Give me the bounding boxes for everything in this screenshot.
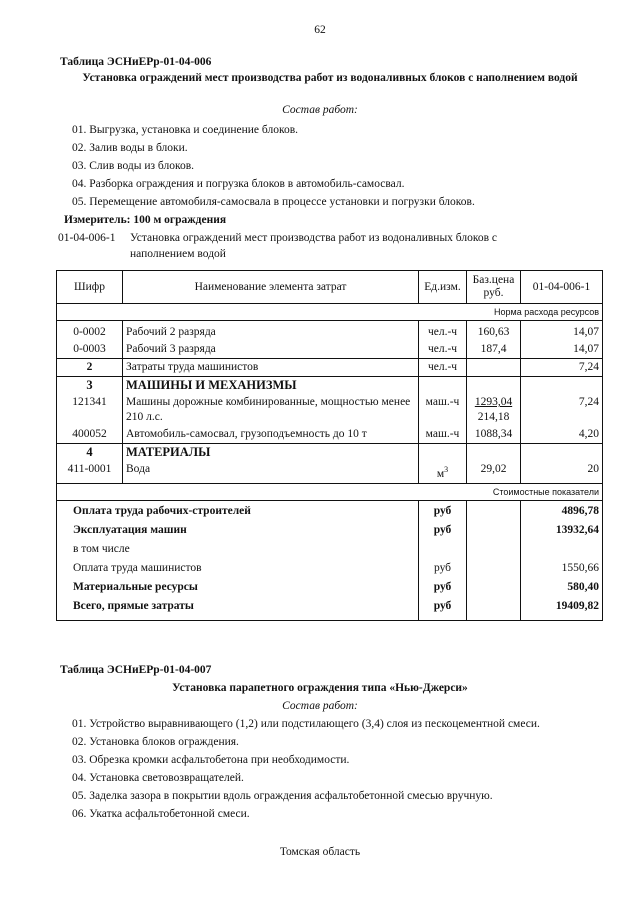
cost-row: Оплата труда рабочих-строителей руб 4896,78 [57, 500, 603, 520]
table1-step-3: 03. Слив воды из блоков. [72, 160, 195, 172]
table-row: 411-0001 Вода $м^3$ 29,02 20 [57, 461, 603, 483]
table2-step-2: 02. Установка блоков ограждения. [72, 736, 239, 748]
table-row: 0-0002 Рабочий 2 разряда чел.-ч 160,63 14,07 [57, 321, 603, 342]
table-header-row [57, 271, 603, 304]
header-name: Наименование элемента затрат [123, 271, 419, 304]
section-row: 4 МАТЕРИАЛЫ [57, 444, 603, 462]
table2-step-4: 04. Установка световозвращателей. [72, 772, 244, 784]
machine-price-labor: 214,18 [477, 411, 510, 423]
machine-price: 1293,04 [474, 396, 513, 408]
table1-title: Установка ограждений мест производства работ из водоналивных блоков с наполнением водой [82, 72, 578, 84]
table2-step-5: 05. Заделка зазора в покрытии вдоль ограждения асфальтобетонной смесью вручную. [72, 790, 493, 802]
section-row: 3 МАШИНЫ И МЕХАНИЗМЫ [57, 377, 603, 395]
table2-title: Установка парапетного ограждения типа «Нью-Джерси» [172, 682, 468, 694]
cost-row: в том числе [57, 539, 603, 558]
cost-note-row [57, 483, 603, 500]
cost-row: Всего, прямые затраты руб 19409,82 [57, 596, 603, 621]
table-row: 121341 Машины дорожные комбинированные, мощностью менее 210 л.с. маш.-ч 1293,04 214,18 7,24 [57, 394, 603, 426]
cost-row: Оплата труда машинистов руб 1550,66 [57, 558, 603, 577]
cost-row: Материальные ресурсы руб 580,40 [57, 577, 603, 596]
table1-item-code: 01-04-006-1 [58, 232, 116, 244]
resource-table [56, 270, 603, 621]
table2-composition-label: Состав работ: [282, 700, 358, 712]
table1-composition-label: Состав работ: [282, 104, 358, 116]
table1-step-4: 04. Разборка ограждения и погрузка блоков в автомобиль-самосвал. [72, 178, 405, 190]
table-row: 400052 Автомобиль-самосвал, грузоподъемность до 10 т маш.-ч 1088,34 4,20 [57, 426, 603, 444]
header-code: Шифр [57, 271, 123, 304]
norm-note-row [57, 304, 603, 321]
table1-step-5: 05. Перемещение автомобиля-самосвала в процессе установки и погрузки блоков. [72, 196, 475, 208]
table1-item-name-line2: наполнением водой [130, 248, 226, 260]
norm-note: Норма расхода ресурсов [57, 304, 603, 321]
table1-code-title: Таблица ЭСНиЕРр-01-04-006 [60, 56, 212, 68]
table1-item-name-line1: Установка ограждений мест производства работ из водоналивных блоков с [130, 232, 498, 244]
table2-step-1: 01. Устройство выравнивающего (1,2) или подстилающего (3,4) слоя из пескоцементной смеси. [72, 718, 540, 730]
header-price: Баз.цена руб. [467, 271, 521, 304]
table1-step-1: 01. Выгрузка, установка и соединение блоков. [72, 124, 299, 136]
header-norm: 01-04-006-1 [521, 271, 603, 304]
cost-row: Эксплуатация машин руб 13932,64 [57, 520, 603, 539]
header-unit: Ед.изм. [419, 271, 467, 304]
table1-meter: Измеритель: 100 м ограждения [64, 214, 227, 226]
page-number: 62 [314, 24, 326, 36]
table2-code-title: Таблица ЭСНиЕРр-01-04-007 [60, 664, 212, 676]
table1-step-2: 02. Залив воды в блоки. [72, 142, 188, 154]
table2-step-3: 03. Обрезка кромки асфальтобетона при необходимости. [72, 754, 350, 766]
cost-note: Стоимостные показатели [57, 483, 603, 500]
footer-region: Томская область [279, 846, 361, 858]
table-row: 2 Затраты труда машинистов чел.-ч 7,24 [57, 359, 603, 377]
table2-step-6: 06. Укатка асфальтобетонной смеси. [72, 808, 250, 820]
table-row: 0-0003 Рабочий 3 разряда чел.-ч 187,4 14,07 [57, 341, 603, 359]
